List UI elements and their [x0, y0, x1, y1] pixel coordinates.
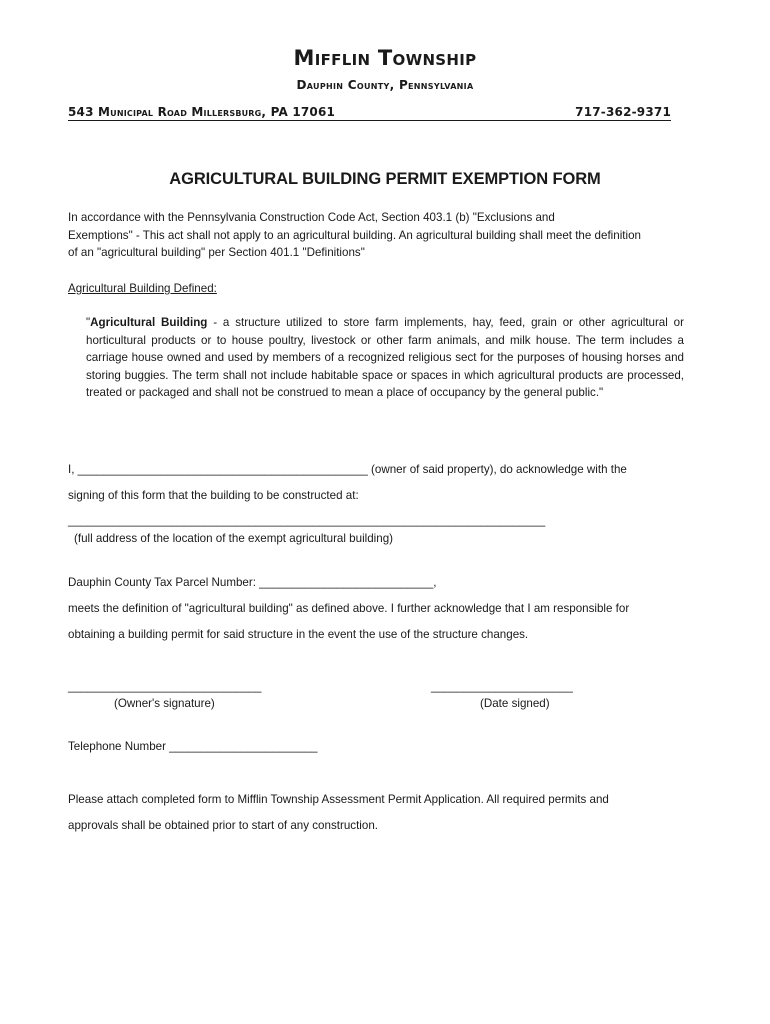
- address-caption: (full address of the location of the exempt agricultural building): [74, 532, 394, 545]
- date-signed-blank: ______________________: [431, 680, 573, 693]
- defined-term: Agricultural Building: [90, 316, 208, 329]
- definition-quote: [86, 314, 684, 402]
- parcel-text: meets the definition of "agricultural building" as defined above. I further acknowledge that I am responsible for: [68, 602, 630, 615]
- acknowledge-text: signing of this form that the building to be constructed at:: [68, 489, 359, 502]
- tax-parcel-line: Dauphin County Tax Parcel Number: ___________________________,: [68, 576, 437, 589]
- definition-heading: Agricultural Building Defined:: [68, 282, 217, 295]
- form-title: AGRICULTURAL BUILDING PERMIT EXEMPTION FORM: [169, 170, 601, 188]
- quote-mark: ": [86, 316, 91, 329]
- definition-text: - a structure utilized to store farm implements, hay, feed, grain or other agricultural or horticultural products or to house poultry, livestock or other farm animals, and milk house. The term includes a carriage house owned and used by members of a recognized religious sect for the purposes of housing horses and storing buggies. The term shall not include habitable space or spaces in which agricultural products are processed, treated or packaged and shall not be construed to mean a place of occupancy by the general public.": [86, 316, 684, 399]
- parcel-text: obtaining a building permit for said structure in the event the use of the structure changes.: [68, 628, 529, 641]
- intro-line: In accordance with the Pennsylvania Construction Code Act, Section 403.1 (b) "Exclusions and: [68, 211, 555, 224]
- telephone-line: Telephone Number _______________________: [68, 740, 318, 753]
- township-name: Mifflin Township: [293, 46, 477, 70]
- intro-line: of an "agricultural building" per Section 401.1 "Definitions": [68, 246, 365, 259]
- owner-name-line: I, _____________________________________________ (owner of said property), do acknowledge with the: [68, 463, 627, 476]
- intro-paragraph: [68, 209, 641, 262]
- owner-signature-blank: ______________________________: [68, 680, 262, 693]
- address-blank: __________________________________________________________________________: [68, 514, 546, 527]
- owner-signature-label: (Owner's signature): [114, 697, 215, 710]
- township-phone: 717-362-9371: [575, 105, 671, 119]
- intro-line: Exemptions" - This act shall not apply to an agricultural building. An agricultural building shall meet the definition: [68, 228, 641, 242]
- date-signed-label: (Date signed): [480, 697, 550, 710]
- address-phone-line: [68, 105, 671, 121]
- footer-note: Please attach completed form to Mifflin Township Assessment Permit Application. All required permits and: [68, 793, 609, 806]
- county-state: Dauphin County, Pennsylvania: [296, 78, 474, 92]
- township-address: 543 Municipal Road Millersburg, PA 17061: [68, 105, 336, 119]
- footer-note: approvals shall be obtained prior to start of any construction.: [68, 819, 378, 832]
